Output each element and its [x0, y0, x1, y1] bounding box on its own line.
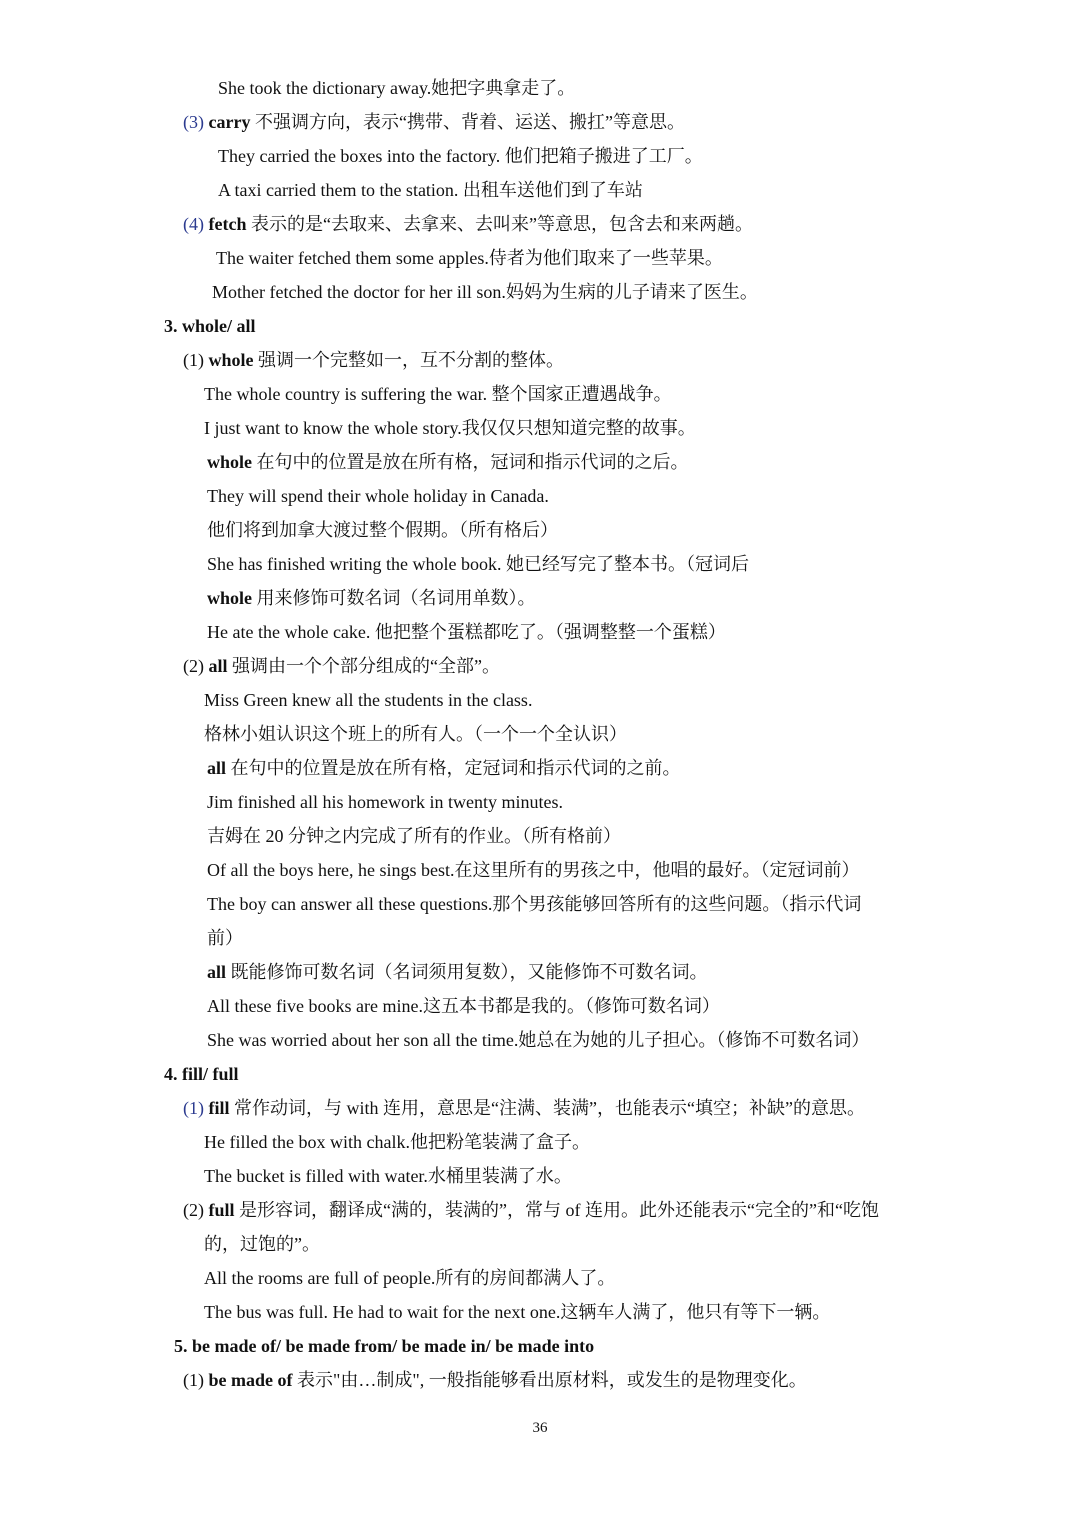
item-number: (2): [183, 656, 204, 676]
keyword: whole: [207, 452, 252, 472]
text-line: Mother fetched the doctor for her ill son.妈妈为生病的儿子请来了医生。: [212, 282, 758, 302]
text-line: The boy can answer all these questions.那个男孩能够回答所有的这些问题。（指示代词: [207, 894, 862, 914]
text-line: He ate the whole cake. 他把整个蛋糕都吃了。（强调整整一个蛋糕）: [207, 622, 726, 642]
page-number: 36: [532, 1420, 548, 1436]
rule-text: 用来修饰可数名词（名词用单数）。: [252, 588, 536, 608]
item-text: 不强调方向，表示“携带、背着、运送、搬扛”等意思。: [250, 112, 685, 132]
text-line: All these five books are mine.这五本书都是我的。（修饰可数名词）: [207, 996, 720, 1016]
rule-line: [207, 756, 681, 780]
text-line: He filled the box with chalk.他把粉笔装满了盒子。: [204, 1132, 590, 1152]
item-text: 强调一个完整如一，互不分割的整体。: [253, 350, 564, 370]
rule-line: [207, 586, 536, 610]
item-text: 表示的是“去取来、去拿来、去叫来”等意思，包含去和来两趟。: [246, 214, 753, 234]
rule-line: [207, 450, 689, 474]
text-line: The bucket is filled with water.水桶里装满了水。: [204, 1166, 572, 1186]
text-line: 格林小姐认识这个班上的所有人。（一个一个全认识）: [204, 724, 627, 744]
text-line: The waiter fetched them some apples.侍者为他们取来了一些苹果。: [216, 248, 723, 268]
item-text: 强调由一个个部分组成的“全部”。: [227, 656, 500, 676]
item-number: (2): [183, 1200, 204, 1220]
keyword: whole: [208, 350, 254, 370]
keyword: be made of: [208, 1370, 293, 1390]
text-line: 的，过饱的”。: [204, 1234, 320, 1254]
rule-text: 既能修饰可数名词（名词须用复数），又能修饰不可数名词。: [226, 962, 708, 982]
section-heading: 3. whole/ all: [164, 316, 256, 336]
item-number: (1): [183, 1098, 204, 1118]
text-line: 前）: [207, 928, 243, 948]
item-number: (3): [183, 112, 204, 132]
rule-line: [207, 960, 708, 984]
item-number: (1): [183, 350, 204, 370]
keyword: fetch: [208, 214, 247, 234]
list-item-fetch: [183, 212, 753, 236]
item-text: 是形容词，翻译成“满的，装满的”，常与 of 连用。此外还能表示“完全的”和“吃饱: [234, 1200, 879, 1220]
text-line: I just want to know the whole story.我仅仅只想知道完整的故事。: [204, 418, 696, 438]
keyword: all: [207, 962, 227, 982]
keyword: all: [208, 656, 228, 676]
text-line: They will spend their whole holiday in Canada.: [207, 486, 549, 506]
list-item-whole: [183, 348, 564, 372]
text-line: She was worried about her son all the time.她总在为她的儿子担心。（修饰不可数名词）: [207, 1030, 870, 1050]
text-line: Jim finished all his homework in twenty minutes.: [207, 792, 563, 812]
list-item-all: [183, 654, 500, 678]
text-line: Of all the boys here, he sings best.在这里所有的男孩之中，他唱的最好。（定冠词前）: [207, 860, 860, 880]
rule-text: 在句中的位置是放在所有格，定冠词和指示代词的之前。: [226, 758, 681, 778]
text-line: 他们将到加拿大渡过整个假期。（所有格后）: [207, 520, 558, 540]
keyword: full: [208, 1200, 235, 1220]
text-line: The whole country is suffering the war. 整个国家正遭遇战争。: [204, 384, 672, 404]
text-line: A taxi carried them to the station. 出租车送他们到了车站: [218, 180, 643, 200]
list-item-fill: [183, 1096, 865, 1120]
item-text: 表示"由…制成", 一般指能够看出原材料，或发生的是物理变化。: [292, 1370, 807, 1390]
keyword: fill: [208, 1098, 230, 1118]
text-line: 吉姆在 20 分钟之内完成了所有的作业。（所有格前）: [207, 826, 621, 846]
section-heading: 5. be made of/ be made from/ be made in/ be made into: [174, 1336, 595, 1356]
item-number: (4): [183, 214, 204, 234]
text-line: The bus was full. He had to wait for the next one.这辆车人满了，他只有等下一辆。: [204, 1302, 831, 1322]
list-item-carry: [183, 110, 685, 134]
text-line: She has finished writing the whole book. 她已经写完了整本书。（冠词后: [207, 554, 749, 574]
text-line: Miss Green knew all the students in the class.: [204, 690, 533, 710]
text-line: All the rooms are full of people.所有的房间都满人了。: [204, 1268, 616, 1288]
list-item-be-made-of: [183, 1368, 807, 1392]
item-text: 常作动词，与 with 连用，意思是“注满、装满”，也能表示“填空；补缺”的意思。: [229, 1098, 865, 1118]
keyword: all: [207, 758, 227, 778]
section-heading: 4. fill/ full: [164, 1064, 239, 1084]
item-number: (1): [183, 1370, 204, 1390]
rule-text: 在句中的位置是放在所有格，冠词和指示代词的之后。: [252, 452, 689, 472]
text-line: They carried the boxes into the factory. 他们把箱子搬进了工厂。: [218, 146, 703, 166]
text-line: She took the dictionary away.她把字典拿走了。: [218, 78, 576, 98]
keyword: whole: [207, 588, 252, 608]
keyword: carry: [208, 112, 251, 132]
list-item-full: [183, 1198, 879, 1222]
